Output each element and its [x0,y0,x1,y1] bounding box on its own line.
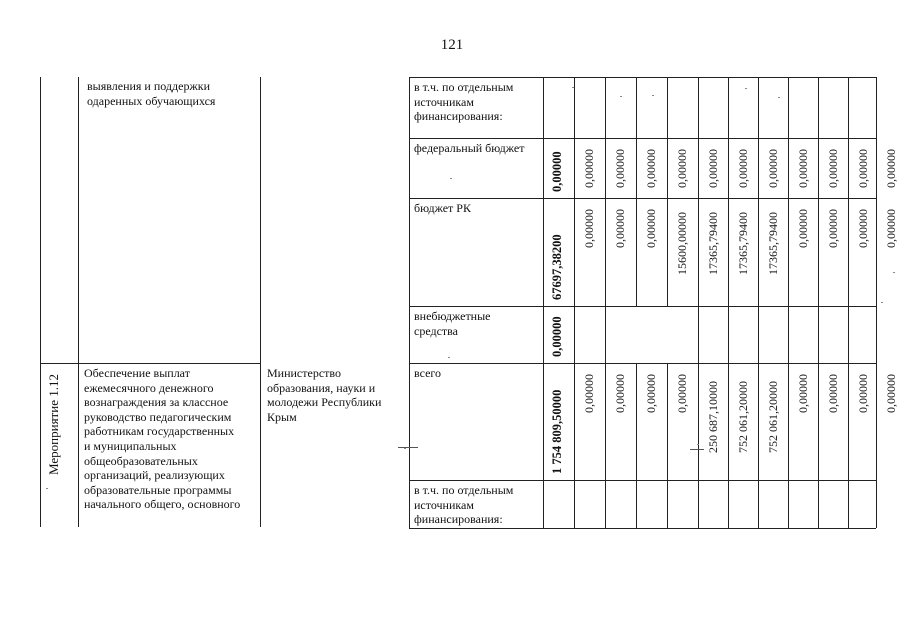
total-value: 67697,38200 [550,234,564,300]
cell-value: 0,00000 [826,149,840,189]
total-value: 1 754 809,50000 [550,389,564,474]
activity-text-line: одаренных обучающихся [87,93,216,108]
table-border [818,77,819,138]
table-border [788,306,789,363]
table-border [758,77,759,138]
cell-value: 0,00000 [582,374,596,414]
cell-value: 0,00000 [644,374,658,414]
table-border [409,77,876,78]
cell-value: 752 061,20000 [766,380,780,453]
measure-description-line: работникам государственных [84,424,235,439]
table-border [574,480,575,528]
total-value: 0,00000 [550,151,564,192]
cell-value: 0,00000 [736,149,750,189]
cell-value: 0,00000 [613,149,627,189]
table-border [728,77,729,138]
cell-value: 0,00000 [796,149,810,189]
table-border [876,77,877,528]
table-border [636,77,637,138]
table-border [698,138,699,198]
cell-value: 0,00000 [856,374,870,414]
row-label-line: источникам [414,497,474,512]
cell-value: 752 061,20000 [736,380,750,453]
executor-line: образования, науки и [267,380,376,395]
pen-mark [690,449,704,450]
table-border [698,480,699,528]
table-border [605,306,606,363]
table-border [605,363,606,480]
cell-value: 0,00000 [826,374,840,414]
table-border [574,306,575,363]
cell-value: 0,00000 [582,209,596,249]
table-border [40,363,261,364]
pen-mark [398,447,418,448]
table-border [605,198,606,306]
cell-value: 0,00000 [856,209,870,249]
cell-value: 0,00000 [796,209,810,249]
cell-value: 0,00000 [766,149,780,189]
measure-description-line: Обеспечение выплат [84,366,190,380]
table-border [409,306,876,307]
scan-speck [448,357,450,358]
table-border [788,480,789,528]
table-border [667,480,668,528]
table-border [409,77,410,528]
table-border [818,480,819,528]
measure-description-line: общеобразовательных [84,453,198,468]
scan-speck [697,444,699,445]
table-border [848,138,849,198]
cell-value: 15600,00000 [675,211,689,275]
measure-description-line: вознаграждения за классное [84,395,229,410]
table-border [636,198,637,306]
table-border [818,363,819,480]
table-border [409,138,876,139]
table-border [848,363,849,480]
scan-speck [572,87,574,88]
scan-speck [745,88,747,89]
table-border [728,306,729,363]
cell-value: 250 687,10000 [706,380,720,453]
page-number: 121 [440,37,464,53]
cell-value: 0,00000 [613,374,627,414]
row-label-line: финансирования: [414,512,503,527]
table-border [409,198,876,199]
measure-description-line: образовательные программы [84,482,232,497]
table-border [605,138,606,198]
cell-value: 0,00000 [613,209,627,249]
table-border [543,77,544,528]
table-border [848,306,849,363]
table-border [409,528,876,529]
table-border [728,363,729,480]
table-border [605,480,606,528]
table-border [409,480,876,481]
cell-value: 17365,79400 [766,211,780,275]
table-border [788,363,789,480]
table-border [636,363,637,480]
table-border [698,306,699,363]
table-border [728,198,729,306]
cell-value: 0,00000 [884,149,898,189]
table-border [698,77,699,138]
table-border [818,138,819,198]
table-border [260,77,261,527]
measure-description-line: руководство педагогическим [84,409,232,424]
row-label-line: внебюджетные [414,309,491,323]
scan-speck [778,97,780,98]
table-border [574,363,575,480]
table-border [758,198,759,306]
table-border [758,363,759,480]
cell-value: 0,00000 [675,374,689,414]
table-border [698,363,699,480]
scan-speck [450,178,452,179]
measure-description-line: начального общего, основного [84,497,241,512]
row-label-line: бюджет РК [414,201,471,215]
scan-speck [652,95,654,96]
table-border [818,198,819,306]
cell-value: 0,00000 [856,149,870,189]
scan-speck [620,96,622,97]
row-label-line: в т.ч. по отдельным [414,483,514,497]
scan-speck [881,302,883,303]
cell-value: 0,00000 [826,209,840,249]
table-border [667,198,668,306]
cell-value: 0,00000 [675,149,689,189]
cell-value: 0,00000 [884,374,898,414]
activity-text-line: выявления и поддержки [87,79,211,93]
cell-value: 0,00000 [796,374,810,414]
executor-line: Крым [267,409,297,424]
measure-label: Мероприятие 1.12 [46,374,61,475]
table-border [758,138,759,198]
scan-speck [893,272,895,273]
measure-description-line: организаций, реализующих [84,468,225,483]
measure-description-line: и муниципальных [84,439,177,453]
executor-line: молодежи Республики [267,395,382,410]
table-border [409,363,876,364]
table-border [667,363,668,480]
table-border [574,198,575,306]
cell-value: 0,00000 [582,149,596,189]
table-border [788,138,789,198]
cell-value: 0,00000 [644,209,658,249]
row-label-line: финансирования: [414,109,503,124]
table-border [636,138,637,198]
table-border [40,77,41,527]
table-border [818,306,819,363]
table-border [78,77,79,527]
row-label-line: источникам [414,94,474,109]
table-border [574,77,575,138]
table-border [728,480,729,528]
row-label-line: средства [414,323,459,338]
table-border [788,77,789,138]
table-border [788,198,789,306]
table-border [605,77,606,138]
table-border [636,480,637,528]
row-label-line: федеральный бюджет [414,141,525,155]
row-label-line: всего [414,366,442,380]
table-border [848,198,849,306]
table-border [758,306,759,363]
cell-value: 0,00000 [644,149,658,189]
table-border [848,77,849,138]
cell-value: 0,00000 [706,149,720,189]
scan-speck [404,448,406,449]
row-label-line: в т.ч. по отдельным [414,80,514,94]
cell-value: 17365,79400 [736,211,750,275]
measure-description-line: ежемесячного денежного [84,380,214,395]
table-border [667,77,668,138]
executor-line: Министерство [267,366,341,380]
table-border [848,480,849,528]
scan-speck [46,488,48,489]
table-border [758,480,759,528]
table-border [667,138,668,198]
table-border [574,138,575,198]
table-border [698,198,699,306]
table-border [728,138,729,198]
cell-value: 17365,79400 [706,211,720,275]
total-value: 0,00000 [550,316,564,357]
cell-value: 0,00000 [884,209,898,249]
